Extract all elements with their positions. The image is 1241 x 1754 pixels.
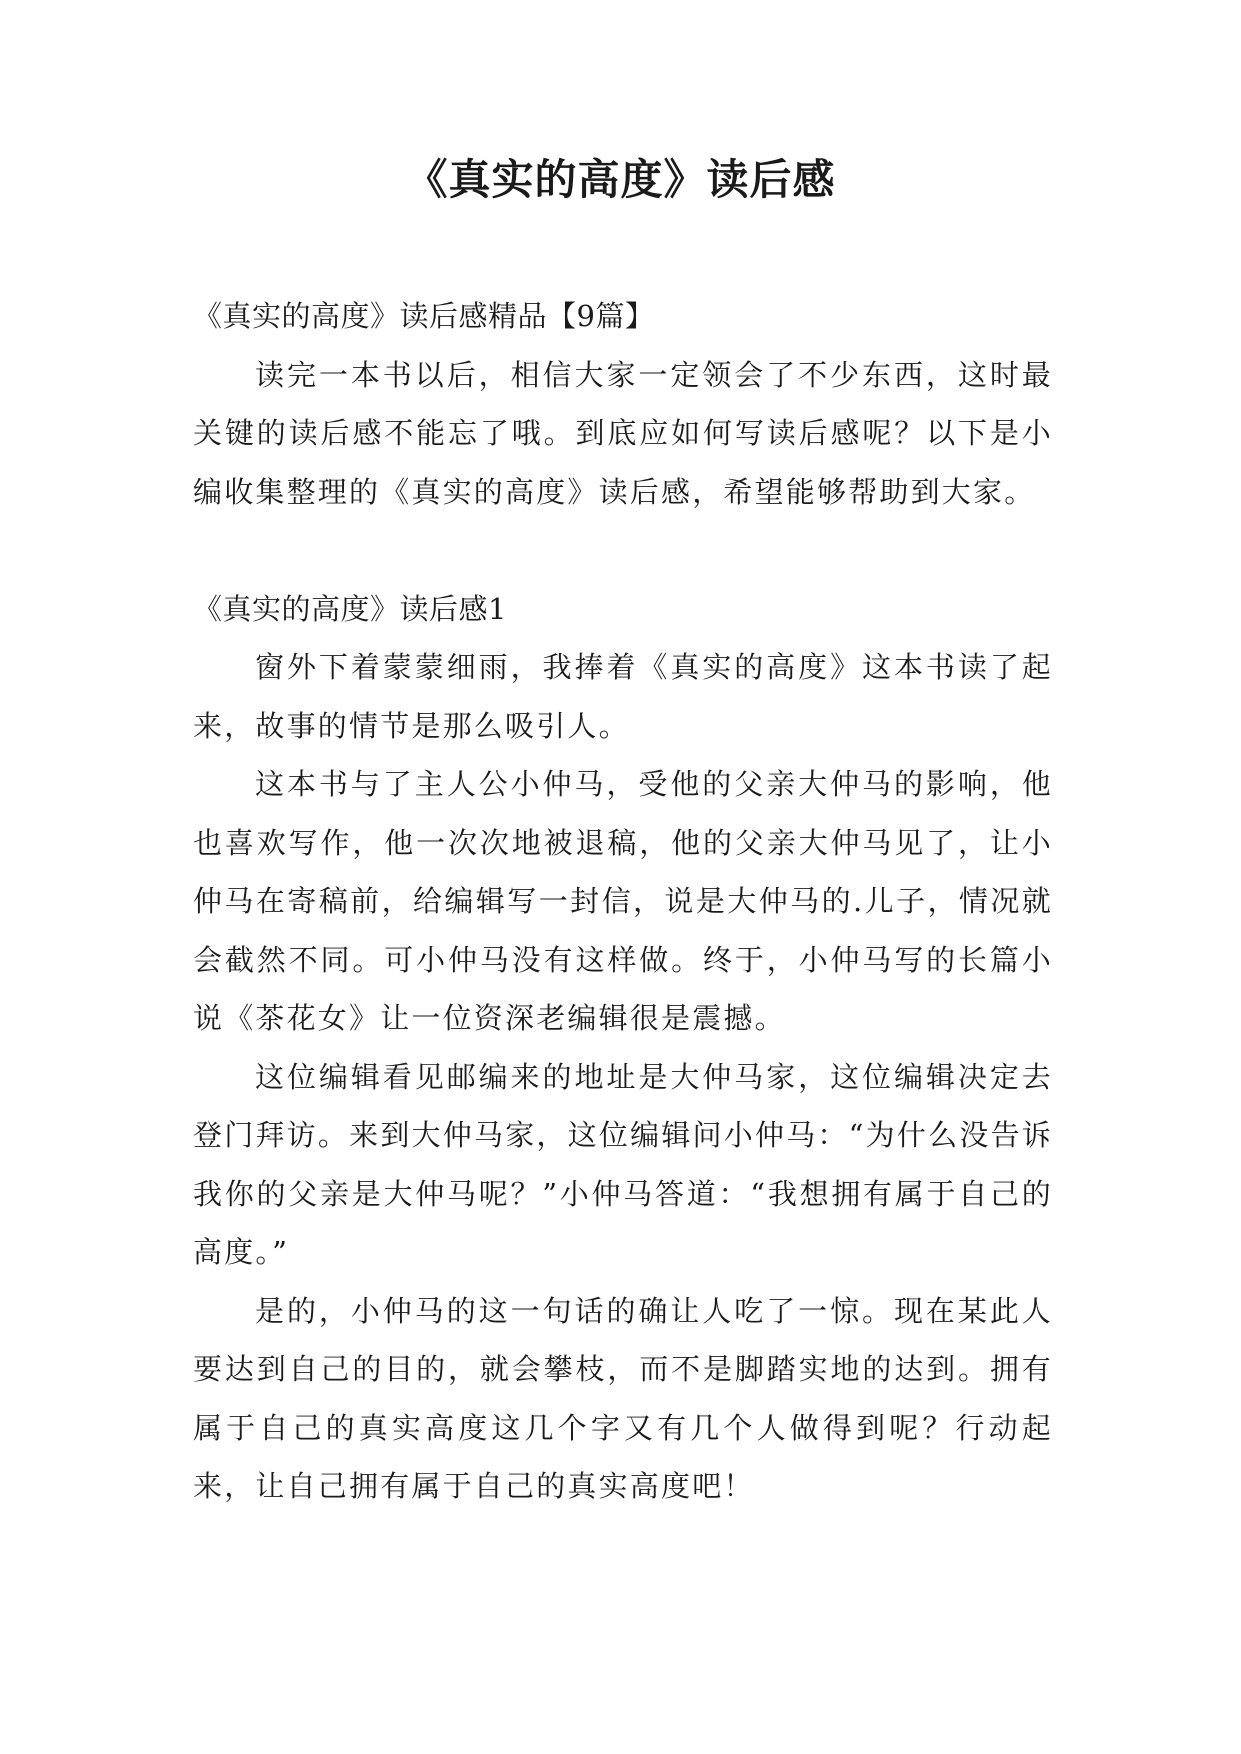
intro-heading: 《真实的高度》读后感精品【9篇】 xyxy=(193,299,655,333)
body-paragraph: 窗外下着蒙蒙细雨，我捧着《真实的高度》这本书读了起来，故事的情节是那么吸引人。 xyxy=(193,650,1053,743)
body-paragraph: 是的，小仲马的这一句话的确让人吃了一惊。现在某此人要达到自己的目的，就会攀枝，而不是脚踏实地的达到。拥有属于自己的真实高度这几个字又有几个人做得到呢？行动起来，让自己拥有属于自己的真实高度吧！ xyxy=(193,1293,1053,1503)
document-title: 《真实的高度》读后感 xyxy=(405,155,836,204)
body-paragraph: 这位编辑看见邮编来的地址是大仲马家，这位编辑决定去登门拜访。来到大仲马家，这位编辑问小仲马：“为什么没告诉我你的父亲是大仲马呢？”小仲马答道：“我想拥有属于自己的高度。” xyxy=(193,1059,1053,1269)
intro-paragraph: 读完一本书以后，相信大家一定领会了不少东西，这时最关键的读后感不能忘了哦。到底应如何写读后感呢？以下是小编收集整理的《真实的高度》读后感，希望能够帮助到大家。 xyxy=(193,357,1053,509)
document-body xyxy=(193,287,1053,1516)
section-heading: 《真实的高度》读后感1 xyxy=(193,591,507,626)
body-paragraph: 这本书与了主人公小仲马，受他的父亲大仲马的影响，他也喜欢写作，他一次次地被退稿，他的父亲大仲马见了，让小仲马在寄稿前，给编辑写一封信，说是大仲马的.儿子，情况就会截然不同。可小仲马没有这样做。终于，小仲马写的长篇小说《茶花女》让一位资深老编辑很是震撼。 xyxy=(193,767,1053,1035)
section-spacer xyxy=(193,521,1053,580)
